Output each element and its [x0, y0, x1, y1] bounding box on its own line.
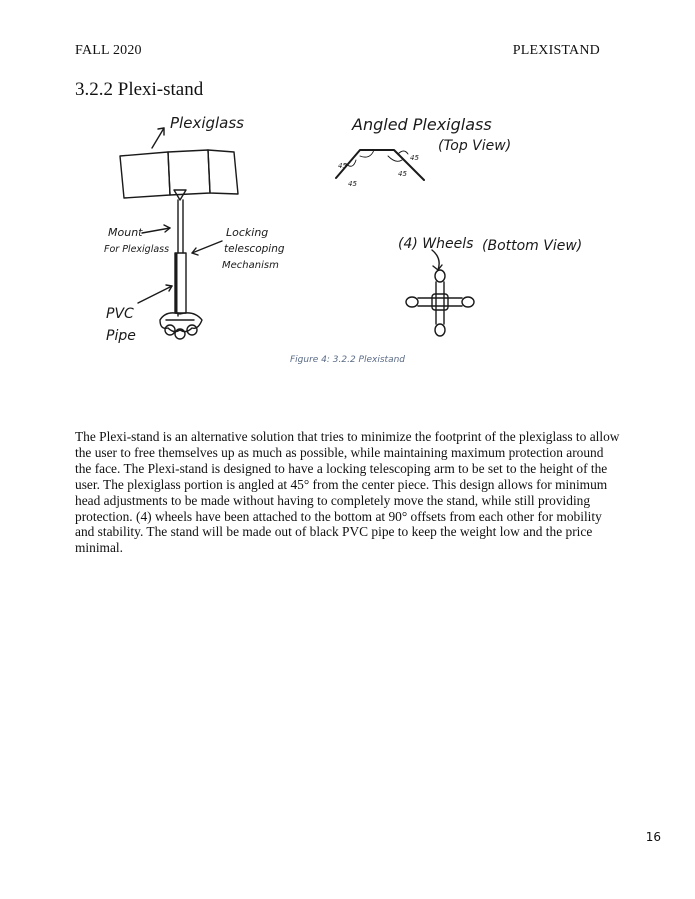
header-right: PLEXISTAND [512, 43, 600, 58]
locking-arrow [192, 241, 222, 253]
label-mount-1: Mount [108, 226, 143, 239]
section-heading: 3.2.2 Plexi-stand [75, 79, 204, 100]
wheels-arrow [432, 250, 439, 270]
label-locking-3: Mechanism [222, 260, 279, 271]
label-angled-plexiglass: Angled Plexiglass [352, 115, 492, 134]
header-left: FALL 2020 [75, 43, 142, 58]
sketch-drawing [98, 108, 598, 348]
label-bottom-view: (Bottom View) [482, 238, 583, 254]
pvc-arrow [138, 286, 172, 303]
label-pipe: Pipe [106, 328, 136, 344]
label-top-view: (Top View) [438, 138, 512, 154]
label-pvc: PVC [106, 306, 134, 322]
label-angle-45-d: 45 [410, 154, 419, 162]
label-locking-2: telescoping [224, 243, 285, 255]
label-wheels: (4) Wheels [398, 236, 474, 252]
label-locking-1: Locking [226, 226, 269, 239]
label-mount-2: For Plexiglass [104, 244, 170, 255]
label-angle-45-a: 45 [338, 162, 347, 170]
figure-sketch [98, 108, 598, 348]
figure-caption: Figure 4: 3.2.2 Plexistand [289, 355, 405, 365]
label-angle-45-b: 45 [348, 180, 357, 188]
stand-base [160, 313, 202, 339]
page-number: 16 [645, 830, 661, 844]
stand-pole [175, 200, 186, 316]
label-plexiglass: Plexiglass [170, 114, 244, 132]
label-angle-45-c: 45 [398, 170, 407, 178]
plexiglass-panels [120, 150, 238, 198]
plexiglass-arrow [152, 128, 164, 148]
body-paragraph: The Plexi-stand is an alternative solution that tries to minimize the footprint of the plexiglass to allow the user to free themselves up as much as possible, while maintaining maximum protection around the face. The Plexi-stand is designed to have a locking telescoping arm to be set to the height of the user. The plexiglass portion is angled at 45° from the center piece. This design allows for minimum head adjustments to be made without having to completely move the stand, while still providing protection. (4) wheels have been attached to the bottom at 90° offsets from each other for mobility and stability. The stand will be made out of black PVC pipe to keep the weight low and the price minimal. [75, 429, 620, 556]
bottom-view-diagram [406, 270, 474, 336]
